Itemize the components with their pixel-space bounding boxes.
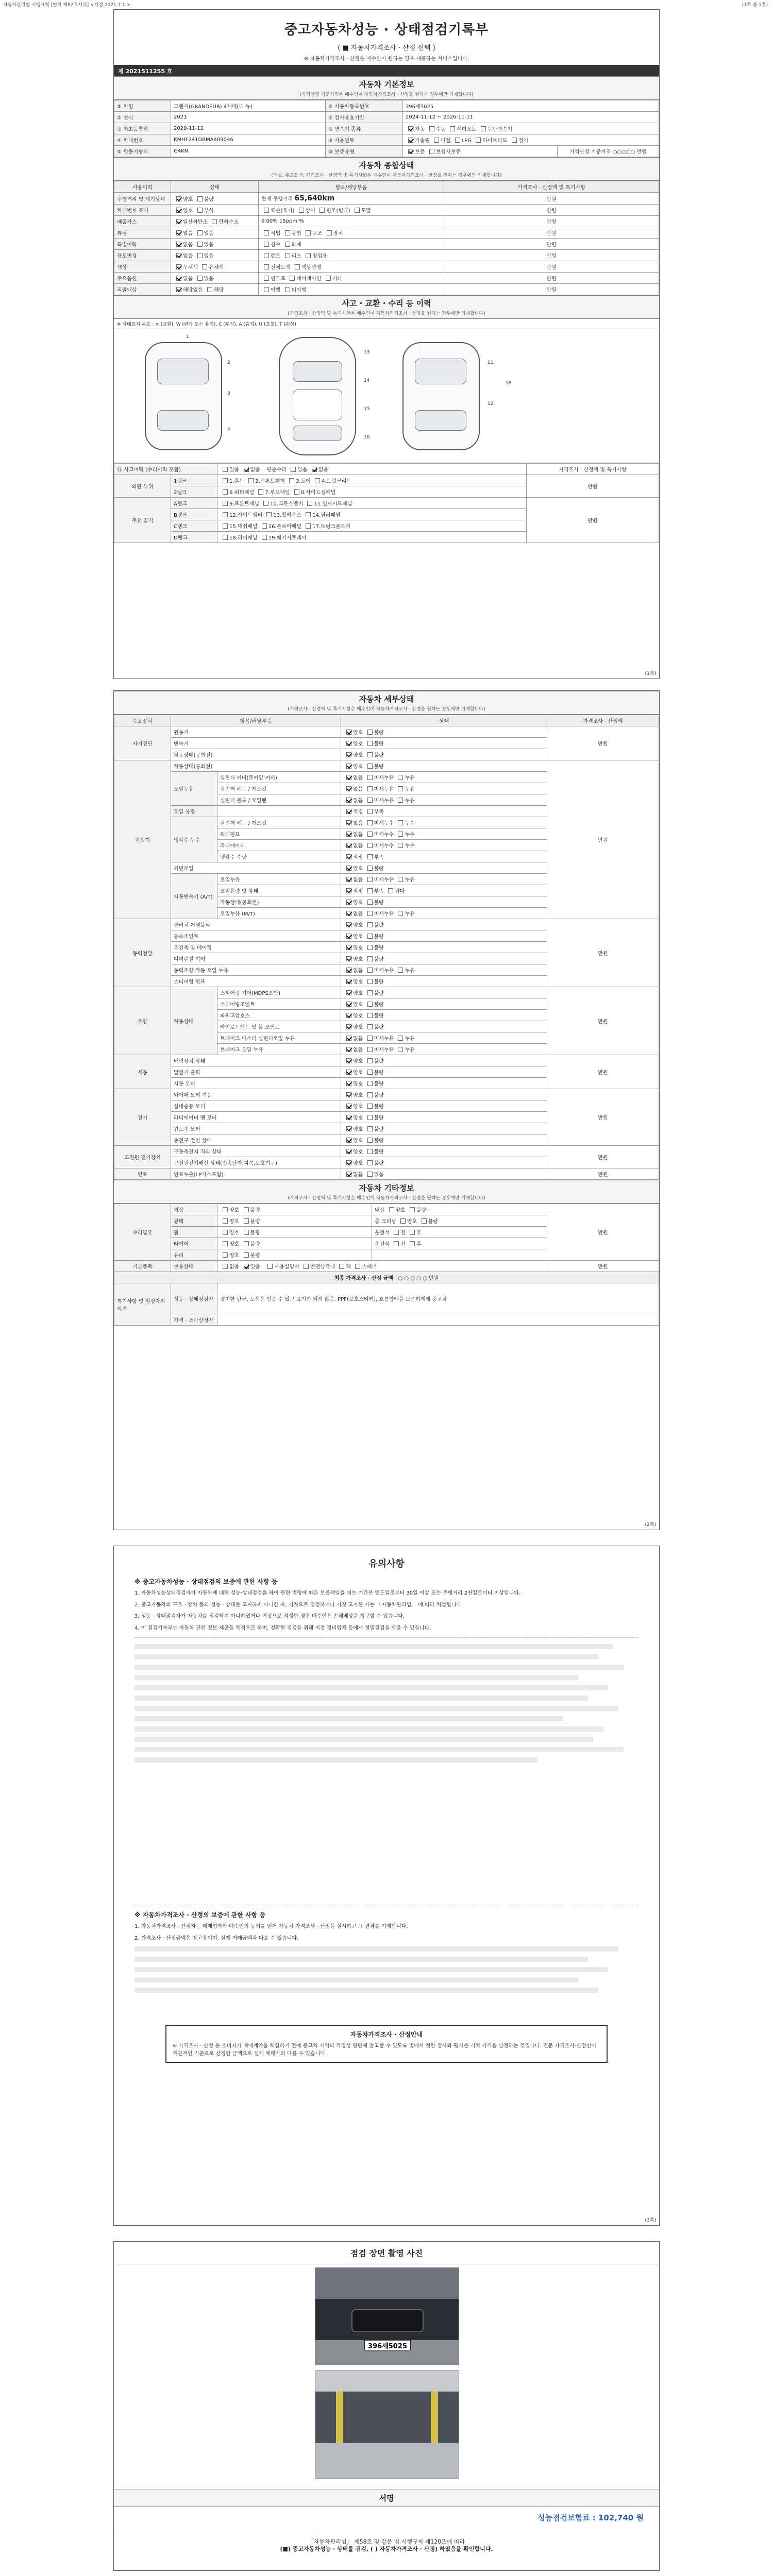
notice-page: 유의사항 ※ 중고자동차성능 · 상태점검의 보증에 관한 사항 등 1. 자동차성능상태점검자가 자동차에 대해 성능·상태점검을 하여 관련 법령에 따른 보증책임을 지는 기간은 인도일로부터 30일 이상 또는 주행거리 2천킬로미터 이상입니다. 2. 중고자동차의 구조 · 장치 등의 성능 · 상태를 고지하지 아니한 자, 거짓으로 점검하거나 거짓 고지한 자는 「자동차관리법」 에 따라 처벌됩니다. 3. 성능 · 상태점검자가 자동차를 점검하지 아니하였거나 거짓으로 작성한 경우 매수인은 손해배상을 청구할 수 있습니다. 4. 이 점검기록부는 자동차 관련 정보 제공을 목적으로 하며, 정확한 점검을 위해 지정 정비업체 등에서 정밀점검을 받을 수 있습니다. ※ 자동차가격조사 · 산정의 보증에 관한 사항 등 1. 자동차가격조사 · 산정자는 매매업자와 매수인의 동의를 얻어 자동차 가격조사 · 산정을 실시하고 그 결과를 기재합니다. 2. 가격조사 · 산정금액은 참고용이며, 실제 거래금액과 다를 수 있습니다. 자동차가격조사 · 산정안내 ※ 가격조사 · 산정 은 소비자가 매매계약을 체결하기 전에 중고차 가격의 적정성 판단에 참고할 수 있도록 법에서 정한 검사와 평가를 거쳐 가격을 산정하는 것입니다. 전문 가격조사·산정인이 객관적인 기준으로 산정한 금액으로 실제 매매가와 다를 수 있습니다. (3쪽) — [113, 1546, 660, 2226]
accident-price-label: 가격조사 · 산정액 및 특기사항 — [527, 464, 659, 475]
notice-item-5: 1. 자동차가격조사 · 산정자는 매매업자와 매수인의 동의를 얻어 자동차 가격조사 · 산정을 실시하고 그 결과를 기재합니다. — [135, 1924, 408, 1929]
col-price: 가격조사 · 산정액 및 특기사항 — [444, 181, 659, 193]
notice-title: 유의사항 — [368, 1558, 405, 1569]
accident-history-note: (가격조사 · 산정액 및 특기사항은 매수인이 자동차가격조사 · 산정을 원하는 경우에만 기재합니다) — [288, 311, 485, 316]
other-info-note: (가격조사 · 산정액 및 특기사항은 매수인이 자동차가격조사 · 산정을 원하는 경우에만 기재합니다) — [288, 1196, 485, 1201]
col-detail: 항목/해당부품 — [259, 181, 444, 193]
photo-page — [113, 2241, 660, 2571]
notice-sub-1: ※ 중고자동차성능 · 상태점검의 보증에 관한 사항 등 — [135, 1578, 278, 1585]
col-amount: 가격조사 · 산정액 — [547, 715, 659, 726]
page-count: (1쪽 중 1쪽) — [742, 3, 768, 8]
page-header — [0, 0, 773, 8]
overall-state-note: (색상, 주요옵션, 가격조사 · 산정액 및 특기사항은 매수인이 자동차가격조사 · 산정을 원하는 경우에만 기재합니다) — [271, 173, 502, 178]
total-price-label: 최종 가격조사 · 산정 금액 — [334, 1276, 393, 1281]
basic-info-note: (가격산정 기준가격은 매수인이 자동차가격조사 · 산정을 원하는 경우에만 기재합니다) — [299, 92, 474, 97]
document-number: 제 2021511255 호 — [114, 65, 659, 76]
col-status: 상태 — [341, 715, 547, 726]
notice-item-2: 2. 중고자동차의 구조 · 장치 등의 성능 · 상태를 고지하지 아니한 자, 거짓으로 점검하거나 거짓 고지한 자는 「자동차관리법」 에 따라 처벌됩니다. — [135, 1602, 463, 1608]
other-info-table: 수리필요 외장 양호 불량 내장 양호 불량 만원 광택 양호 불량 룸 크리닝 양호 불량 휠 양호 불량 운전석 전 후 타이어 양호 불량 운전석 전 후 유리 양호 불량 기본품목 보유상태 없음 있음 사용설명서 안전삼각대 잭 스패너 만원 최종 가격조사 · 산정 금액 ○ ○ ○ ○ ○ 만원 특기사항 및 점검자의 의견 성능 · 상태점검자 경미한 판금, 도색은 인증 수 있고 표기가 되지 않음. PPF(보호스티커), 흐름함에을 보존하게에 중고차 가격 · 조사산정자 — [114, 1204, 659, 1326]
car-top-outline — [279, 337, 356, 455]
accident-table: ⑫ 사고이력 (수리이력 포함) 있음 없음 단순수리 있음 없음 가격조사 · 산정액 및 특기사항 외판 부위 1랭크 1.후드 2.프론트휀더 3.도어 4.트렁크리드 만원 2랭크 6.쿼터패널 7.루프패널 8.사이드실패널 주요 골격 A랭크 9.프론트패널 10.크로스멤버 11.인사이드패널 만원 B랭크 12.사이드멤버 13.휠하우스 14.필러패널 C랭크 15.대쉬패널 16.플로어패널 17.트렁크플로어 D랭크 18.리어패널 19.패키지트레이 — [114, 463, 659, 543]
col-item: 항목/해당부품 — [171, 715, 341, 726]
accident-label: ⑫ 사고이력 (수리이력 포함) — [114, 464, 217, 475]
accident-history-title: 사고 · 교환 · 수리 등 이력 — [342, 299, 431, 308]
car-model: 그랜저(GRANDEUR) 4세대(더 뉴) — [171, 100, 326, 112]
first-registration: 2020-11-12 — [171, 123, 326, 134]
document-subtitle: ( ■ 자동차가격조사 · 산정 선택 ) — [338, 44, 435, 52]
inspection-page-2: 자동차 세부상태 (가격조사 · 산정액 및 특기사항은 매수인이 자동차가격조사 · 산정을 원하는 경우에만 기재합니다) 주요장치 항목/해당부품 상태 가격조사 · 산정액 자기진단 원동기 양호 불량 만원 변속기 양호 불량 작동상태(공회전) 양호 불량 원동기 작동상태(공회전) 양호 불량 만원 오일누유 실린더 커버(로커암 커버) 없음 미세누유 누유 실린더 헤드 / 개스킷 없음 미세누유 누유 실린더 블록 / 오일팬 없음 미세누유 누유 오일 유량 적정 부족 냉각수 누수 실린더 헤드 / 개스킷 없음 미세누수 누수 워터펌프 없음 미세누수 누수 라디에이터 없음 미세누수 누수 냉각수 수량 적정 부족 커먼레일 양호 불량 자동변속기 (A/T) 오일누유 없음 미세누유 누유 오일유량 및 상태 적정 부족 과다 작동상태(공회전) 양호 불량 오일누유 (M/T) 없음 미세누유 누유 동력전달 클러치 어셈블리 양호 불량 만원 등속조인트 양호 불량 추진축 및 베어링 양호 불량 디퍼렌셜 기어 양호 불량 동력조향 작동 오일 누유 없음 미세누유 누유 스티어링 펌프 양호 불량 조향 작동상태 스티어링 기어(MDPS포함) 양호 불량 만원 스티어링조인트 양호 불량 파워고압호스 양호 불량 타이로드엔드 및 볼 조인트 양호 불량 브레이크 마스터 실린더오일 누유 없음 미세누유 누유 브레이크 오일 누유 없음 미세누유 누유 제동 배력장치 상태 양호 불량 만원 발전기 출력 양호 불량 시동 모터 양호 불량 전기 와이퍼 모터 기능 양호 불량 만원 실내송풍 모터 양호 불량 라디에이터 팬 모터 양호 불량 윈도우 모터 양호 불량 충전구 절연 상태 양호 불량 고전원 전기장치 구동축전지 격리 상태 양호 불량 만원 고전원전기배선 상태(접속단자,피복,보호기구) 양호 불량 연료 연료누출(LP가스포함) 없음 있음 만원 자동차 기타정보 (가격조사 · 산정액 및 특기사항은 매수인이 자동차가격조사 · 산정을 원하는 경우에만 기재합니다) 수리필요 외장 양호 불량 내장 양호 불량 만원 광택 양호 불량 룸 크리닝 양호 불량 휠 양호 불량 운전석 전 후 타이어 양호 불량 운전석 전 후 유리 양호 불량 기본품목 보유상태 없음 있음 사용설명서 안전삼각대 잭 스패너 만원 최종 가격조사 · 산정 금액 ○ ○ ○ ○ ○ 만원 특기사항 및 점검자의 의견 성능 · 상태점검자 경미한 판금, 도색은 인증 수 있고 표기가 되지 않음. PPF(보호스티커), 흐름함에을 보존하게에 중고차 가격 · 조사산정자 (2쪽) — [113, 690, 660, 1530]
lift-photo — [315, 2370, 459, 2479]
photos-title: 점검 장면 촬영 사진 — [114, 2242, 659, 2264]
car-front-outline — [145, 342, 222, 450]
price-assessor-label: 가격 · 조사산정자 — [171, 1314, 217, 1326]
detail-state-header — [114, 691, 659, 715]
basic-info-title: 자동차 기본정보 — [359, 80, 414, 89]
special-notes-label: 특기사항 및 점검자의 의견 — [114, 1283, 171, 1326]
document-note: ※ 자동차가격조사 · 산정은 매수인이 원하는 경우 제공하는 서비스입니다. — [304, 56, 469, 62]
sign-title: 서명 — [114, 2489, 659, 2507]
model-year: 2021 — [171, 112, 326, 123]
registration-number: 396세5025 — [403, 100, 659, 112]
insurance-fee: 성능점검보험료 : 102,740 원 — [537, 2513, 644, 2522]
col-device: 주요장치 — [114, 715, 171, 726]
detail-state-note: (가격조사 · 산정액 및 특기사항은 매수인이 자동차가격조사 · 산정을 원하는 경우에만 기재합니다) — [288, 707, 485, 712]
document-title: 중고자동차성능 · 상태점검기록부 — [284, 22, 489, 38]
mileage-value: 65,640km — [294, 194, 335, 202]
overall-state-header — [114, 157, 659, 181]
license-plate: 396세5025 — [364, 2340, 411, 2350]
overall-state-table: 사용이력 상태 항목/해당부품 가격조사 · 산정액 및 특기사항 주행거리 및 계기상태 양호 불량 현재 주행거리 65,640km 만원 차대번호 표기 양호 부식 훼손(오기) 상이 변조(변타) 도말 만원 배출가스 일산화탄소 탄화수소 0.00% 15ppm % 만원 튜닝 없음 있음 적법 불법 구조 장치 만원 특별이력 없음 있음 침수 화재 만원 용도변경 없음 있음 렌트 리스 영업용 만원 색상 무채색 유채색 전체도색 색상변경 만원 주요옵션 없음 있음 썬루프 네비게이션 기타 만원 리콜대상 해당없음 해당 이행 미이행 만원 — [114, 181, 659, 295]
inspection-period-label: ⑦ 검사유효기간 — [326, 112, 403, 123]
total-price-value: ○ ○ ○ ○ ○ 만원 — [398, 1276, 439, 1281]
symbol-legend: ※ 상태표시 부호 : × (교환), W (판금 또는 용접), C (부식), A (흠집), U (요철), T (손상) — [114, 319, 659, 329]
front-photo — [315, 2267, 459, 2365]
notice-sub-2: ※ 자동차가격조사 · 산정의 보증에 관한 사항 등 — [135, 1911, 266, 1919]
car-rear-outline — [402, 342, 480, 450]
notice-item-1: 1. 자동차성능상태점검자가 자동차에 대해 성능·상태점검을 하여 관련 법령에 따른 보증책임을 지는 기간은 인도일로부터 30일 이상 또는 주행거리 2천킬로미터 이상입니다. — [135, 1590, 521, 1596]
special-notes-value: 경미한 판금, 도색은 인증 수 있고 표기가 되지 않음. PPF(보호스티커), 흐름함에을 보존하게에 중고차 — [217, 1283, 659, 1314]
notice-body-text — [135, 1637, 638, 1905]
form-reference: 자동차관리법 시행규칙 [별지 제82호서식] <개정 2021.7.1.> — [3, 3, 131, 8]
basic-info-table: ① 차명 그랜저(GRANDEUR) 4세대(더 뉴) ⑥ 자동차등록번호 396세5025 ② 연식 2021 ⑦ 검사유효기간 2024-11-12 ~ 2026-11-11 ③ 최초등록일 2020-11-12 ⑧ 변속기 종류 자동 수동 세미오토 무단변속기 ④ 차대번호 KMHF241DBMA409046 ⑨ 사용연료 가솔린 디젤 LPG 하이브리드 전기 ⑤ 원동기형식 G4KN ⑩ 보증유형 보증 보험사보증 가격산정 기준가격 ○○○○○ 만원 — [114, 100, 659, 157]
notice-item-4: 4. 이 점검기록부는 자동차 관련 정보 제공을 목적으로 하며, 정확한 점검을 위해 지정 정비업체 등에서 정밀점검을 받을 수 있습니다. — [135, 1625, 431, 1631]
other-info-header — [114, 1180, 659, 1204]
detail-state-table: 주요장치 항목/해당부품 상태 가격조사 · 산정액 자기진단 원동기 양호 불량 만원 변속기 양호 불량 작동상태(공회전) 양호 불량 원동기 작동상태(공회전) 양호 불량 만원 오일누유 실린더 커버(로커암 커버) 없음 미세누유 누유 실린더 헤드 / 개스킷 없음 미세누유 누유 실린더 블록 / 오일팬 없음 미세누유 누유 오일 유량 적정 부족 냉각수 누수 실린더 헤드 / 개스킷 없음 미세누수 누수 워터펌프 없음 미세누수 누수 라디에이터 없음 미세누수 누수 냉각수 수량 적정 부족 커먼레일 양호 불량 자동변속기 (A/T) 오일누유 없음 미세누유 누유 오일유량 및 상태 적정 부족 과다 작동상태(공회전) 양호 불량 오일누유 (M/T) 없음 미세누유 누유 동력전달 클러치 어셈블리 양호 불량 만원 등속조인트 양호 불량 추진축 및 베어링 양호 불량 디퍼렌셜 기어 양호 불량 동력조향 작동 오일 누유 없음 미세누유 누유 스티어링 펌프 양호 불량 조향 작동상태 스티어링 기어(MDPS포함) 양호 불량 만원 스티어링조인트 양호 불량 파워고압호스 양호 불량 타이로드엔드 및 볼 조인트 양호 불량 브레이크 마스터 실린더오일 누유 없음 미세누유 누유 브레이크 오일 누유 없음 미세누유 누유 제동 배력장치 상태 양호 불량 만원 발전기 출력 양호 불량 시동 모터 양호 불량 전기 와이퍼 모터 기능 양호 불량 만원 실내송풍 모터 양호 불량 라디에이터 팬 모터 양호 불량 윈도우 모터 양호 불량 충전구 절연 상태 양호 불량 고전원 전기장치 구동축전지 격리 상태 양호 불량 만원 고전원전기배선 상태(접속단자,피복,보호기구) 양호 불량 연료 연료누출(LP가스포함) 없음 있음 만원 — [114, 715, 659, 1180]
mileage-label: 현재 주행거리 — [261, 196, 293, 202]
confirmation-line-2: (■) 중고자동차성능 · 상태를 점검, ( ) 자동차가격조사 · 산정) 하였음을 확인합니다. — [280, 2546, 493, 2552]
col-use-history: 사용이력 — [114, 181, 171, 193]
accident-history-header — [114, 295, 659, 319]
vin-number: KMHF241DBMA409046 — [171, 134, 326, 146]
col-state: 상태 — [171, 181, 259, 193]
other-info-title: 자동차 기타정보 — [359, 1183, 414, 1193]
inspection-period: 2024-11-12 ~ 2026-11-11 — [403, 112, 659, 123]
detail-state-title: 자동차 세부상태 — [359, 694, 414, 704]
reg-no-label: ⑥ 자동차등록번호 — [326, 100, 403, 112]
price-guide-box — [165, 2025, 608, 2063]
inspection-page-1: 중고자동차성능 · 상태점검기록부 ( ■ 자동차가격조사 · 산정 선택 ) ※ 자동차가격조사 · 산정은 매수인이 원하는 경우 제공하는 서비스입니다. 제 2021511255 호 자동차 기본정보 (가격산정 기준가격은 매수인이 자동차가격조사 · 산정을 원하는 경우에만 기재합니다) ① 차명 그랜저(GRANDEUR) 4세대(더 뉴) ⑥ 자동차등록번호 396세5025 ② 연식 2021 ⑦ 검사유효기간 2024-11-12 ~ 2026-11-11 ③ 최초등록일 2020-11-12 ⑧ 변속기 종류 자동 수동 세미오토 무단변속기 ④ 차대번호 KMHF241DBMA409046 ⑨ 사용연료 가솔린 디젤 LPG 하이브리드 전기 ⑤ 원동기형식 G4KN ⑩ 보증유형 보증 보험사보증 가격산정 기준가격 ○○○○○ 만원 자동차 종합상태 (색상, 주요옵션, 가격조사 · 산정액 및 특기사항은 매수인이 자동차가격조사 · 산정을 원하는 경우에만 기재합니다) 사용이력 상태 항목/해당부품 가격조사 · 산정액 및 특기사항 주행거리 및 계기상태 양호 불량 현재 주행거리 65,640km 만원 차대번호 표기 양호 부식 훼손(오기) 상이 변조(변타) 도말 만원 배출가스 일산화탄소 탄화수소 0.00% 15ppm % 만원 튜닝 없음 있음 적법 불법 구조 장치 만원 특별이력 없음 있음 침수 화재 만원 용도변경 없음 있음 렌트 리스 영업용 만원 색상 무채색 유채색 전체도색 색상변경 만원 주요옵션 없음 있음 썬루프 네비게이션 기타 만원 리콜대상 해당없음 해당 이행 미이행 만원 사고 · 교환 · 수리 등 이력 (가격조사 · 산정액 및 특기사항은 매수인이 자동차가격조사 · 산정을 원하는 경우에만 기재합니다) ※ 상태표시 부호 : × (교환), W (판금 또는 용접), C (부식), A (흠집), U (요철), T (손상) 1 2 3 4 13 14 15 16 11 12 18 ⑫ 사고이력 (수리이력 포함) 있음 없음 단순수리 있음 없음 가격조사 · 산정액 및 특기사항 외판 부위 1랭크 1.후드 2.프론트휀더 3.도어 4.트렁크리드 만원 2랭크 6.쿼터패널 7.루프패널 8.사이드실패널 주요 골격 A랭크 9.프론트패널 10.크로스멤버 11.인사이드패널 만원 B랭크 12.사이드멤버 13.휠하우스 14.필러패널 C랭크 15.대쉬패널 16.플로어패널 17.트렁크플로어 D랭크 18.리어패널 19.패키지트레이 (1쪽) — [113, 9, 660, 679]
motor-type: G4KN — [171, 146, 326, 157]
notice-item-6: 2. 가격조사 · 산정금액은 참고용이며, 실제 거래금액과 다를 수 있습니다. — [135, 1935, 299, 1941]
notice-item-3: 3. 성능 · 상태점검자가 자동차를 점검하지 아니하였거나 거짓으로 작성한 경우 매수인은 손해배상을 청구할 수 있습니다. — [135, 1614, 405, 1619]
vehicle-diagram: 1 2 3 4 13 14 15 16 11 12 18 — [114, 329, 659, 463]
confirmation-line-1: 「자동차관리법」 제58조 및 같은 법 시행규칙 제120조에 따라 — [114, 2533, 659, 2546]
overall-state-title: 자동차 종합상태 — [359, 161, 414, 170]
price-guide-title: 자동차가격조사 · 산정안내 — [350, 2031, 423, 2038]
warranty-type: 보증 — [415, 149, 425, 155]
price-guide-text: ※ 가격조사 · 산정 은 소비자가 매매계약을 체결하기 전에 중고차 가격의 적정성 판단에 참고할 수 있도록 법에서 정한 검사와 평가를 거쳐 가격을 산정하는 것입니다. 전문 가격조사·산정인이 객관적인 기준으로 산정한 금액으로 실제 매매가와 다를 수 있습니다. — [173, 2043, 596, 2057]
basic-info-header — [114, 76, 659, 100]
fuel-type: 가솔린 — [415, 138, 430, 144]
